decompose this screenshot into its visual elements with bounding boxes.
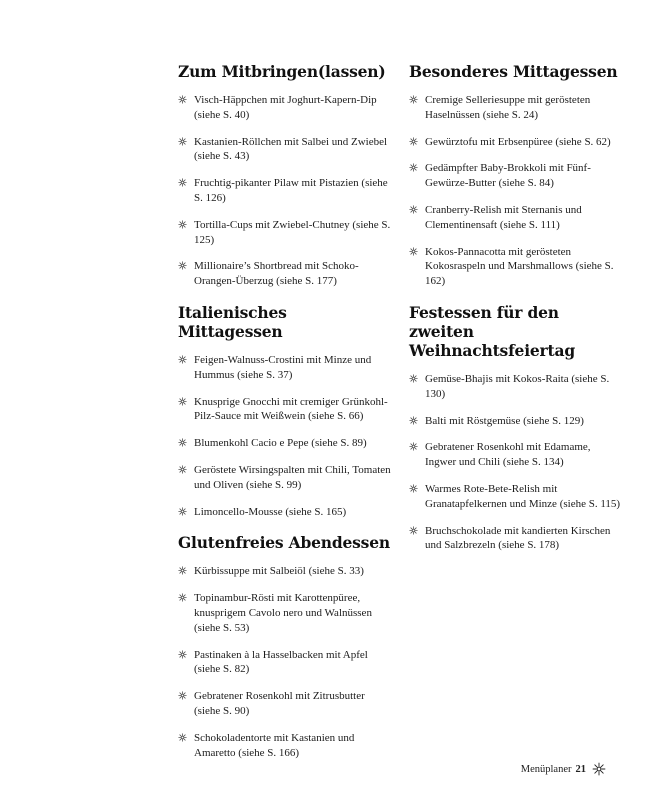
snowflake-bullet-icon <box>178 464 187 473</box>
snowflake-bullet-icon <box>178 136 187 145</box>
recipe-text: Topinambur-Rösti mit Karottenpüree, knusprigem Cavolo nero und Walnüssen (siehe S. 53) <box>194 592 372 634</box>
snowflake-bullet-icon <box>178 649 187 658</box>
section-besonderes-mittagessen <box>409 62 624 289</box>
recipe-text: Gewürztofu mit Erbsenpüree (siehe S. 62) <box>425 135 611 148</box>
recipe-text: Gebratener Rosenkohl mit Zitrusbutter (siehe S. 90) <box>194 690 365 717</box>
recipe-text: Cremige Selleriesuppe mit gerösteten Haselnüssen (siehe S. 24) <box>425 94 591 121</box>
recipe-item <box>178 648 393 678</box>
page-footer <box>521 762 606 776</box>
recipe-item <box>178 689 393 719</box>
snowflake-bullet-icon <box>409 483 418 492</box>
recipe-item <box>409 161 624 191</box>
recipe-list <box>178 93 393 289</box>
snowflake-bullet-icon <box>409 204 418 213</box>
recipe-text: Fruchtig-pikanter Pilaw mit Pistazien (siehe S. 126) <box>194 177 388 204</box>
snowflake-bullet-icon <box>178 260 187 269</box>
recipe-item <box>178 135 393 165</box>
recipe-list <box>178 564 393 760</box>
recipe-text: Balti mit Röstgemüse (siehe S. 129) <box>425 414 584 427</box>
recipe-text: Millionaire’s Shortbread mit Schoko-Orangen-Überzug (siehe S. 177) <box>194 260 359 288</box>
snowflake-bullet-icon <box>178 396 187 405</box>
snowflake-bullet-icon <box>409 415 418 424</box>
recipe-item <box>178 218 393 248</box>
recipe-list <box>409 372 624 553</box>
recipe-text: Gemüse-Bhajis mit Kokos-Raita (siehe S. 130) <box>425 372 610 400</box>
recipe-item <box>409 135 624 150</box>
recipe-item <box>178 395 393 425</box>
recipe-text: Schokoladentorte mit Kastanien und Amaretto (siehe S. 166) <box>194 731 355 759</box>
right-column <box>409 62 624 567</box>
recipe-item <box>178 93 393 123</box>
recipe-text: Limoncello-Mousse (siehe S. 165) <box>194 505 347 518</box>
recipe-text: Cranberry-Relish mit Sternanis und Clementinensaft (siehe S. 111) <box>425 203 582 231</box>
section-festessen-zweiter-weihnachtsfeiertag <box>409 303 624 553</box>
snowflake-bullet-icon <box>409 162 418 171</box>
recipe-item <box>178 731 393 761</box>
recipe-text: Gedämpfter Baby-Brokkoli mit Fünf-Gewürze-Butter (siehe S. 84) <box>425 162 591 190</box>
section-heading: Glutenfreies Abendessen <box>178 533 390 553</box>
snowflake-bullet-icon <box>409 136 418 145</box>
recipe-item <box>178 564 393 579</box>
snowflake-bullet-icon <box>178 690 187 699</box>
snowflake-bullet-icon <box>409 246 418 255</box>
recipe-text: Gebratener Rosenkohl mit Edamame, Ingwer und Chili (siehe S. 134) <box>425 441 591 469</box>
footer-label: Menüplaner <box>520 763 572 775</box>
snowflake-bullet-icon <box>178 437 187 446</box>
snowflake-bullet-icon <box>409 525 418 534</box>
recipe-text: Feigen-Walnuss-Crostini mit Minze und Hummus (siehe S. 37) <box>194 353 372 381</box>
recipe-item <box>409 440 624 470</box>
section-glutenfreies-abendessen <box>178 533 393 760</box>
recipe-text: Blumenkohl Cacio e Pepe (siehe S. 89) <box>194 437 367 450</box>
recipe-text: Warmes Rote-Bete-Relish mit Granatapfelkernen und Minze (siehe S. 115) <box>425 482 621 510</box>
recipe-text: Bruchschokolade mit kandierten Kirschen und Salzbrezeln (siehe S. 178) <box>425 524 611 552</box>
recipe-item <box>178 436 393 451</box>
recipe-item <box>178 353 393 383</box>
section-italienisches-mittagessen <box>178 303 393 519</box>
star-burst-icon <box>592 762 606 776</box>
snowflake-bullet-icon <box>178 354 187 363</box>
snowflake-bullet-icon <box>178 565 187 574</box>
snowflake-bullet-icon <box>178 732 187 741</box>
recipe-item <box>409 482 624 512</box>
snowflake-bullet-icon <box>178 592 187 601</box>
recipe-text: Pastinaken à la Hasselbacken mit Apfel (siehe S. 82) <box>194 648 368 676</box>
recipe-list <box>409 93 624 289</box>
recipe-item <box>178 591 393 635</box>
left-column <box>178 62 393 774</box>
recipe-item <box>409 372 624 402</box>
recipe-item <box>178 505 393 520</box>
section-heading: Zum Mitbringen(lassen) <box>178 62 386 81</box>
snowflake-bullet-icon <box>178 94 187 103</box>
recipe-text: Visch-Häppchen mit Joghurt-Kapern-Dip (siehe S. 40) <box>194 94 377 121</box>
recipe-item <box>409 203 624 233</box>
snowflake-bullet-icon <box>409 373 418 382</box>
snowflake-bullet-icon <box>178 219 187 228</box>
recipe-text: Kokos-Pannacotta mit gerösteten Kokosraspeln und Marshmallows (siehe S. 162) <box>425 245 614 288</box>
recipe-item <box>409 414 624 429</box>
recipe-item <box>409 524 624 554</box>
recipe-text: Kastanien-Röllchen mit Salbei und Zwiebel (siehe S. 43) <box>194 135 388 163</box>
recipe-item <box>409 245 624 289</box>
section-heading: Besonderes Mittagessen <box>409 62 618 81</box>
snowflake-bullet-icon <box>409 94 418 103</box>
recipe-text: Geröstete Wirsingspalten mit Chili, Tomaten und Oliven (siehe S. 99) <box>194 463 391 491</box>
snowflake-bullet-icon <box>409 441 418 450</box>
recipe-item <box>178 463 393 493</box>
recipe-text: Tortilla-Cups mit Zwiebel-Chutney (siehe S. 125) <box>194 218 391 246</box>
snowflake-bullet-icon <box>178 506 187 515</box>
recipe-item <box>178 259 393 289</box>
section-zum-mitbringen <box>178 62 393 289</box>
recipe-text: Kürbissuppe mit Salbeiöl (siehe S. 33) <box>194 565 364 578</box>
page-number: 21 <box>575 763 586 775</box>
section-heading: Italienisches Mittagessen <box>178 302 287 341</box>
recipe-list <box>178 353 393 519</box>
recipe-item <box>409 93 624 123</box>
section-heading: Festessen für den zweiten Weihnachtsfeiertag <box>409 302 575 360</box>
recipe-text: Knusprige Gnocchi mit cremiger Grünkohl-Pilz-Sauce mit Weißwein (siehe S. 66) <box>194 395 388 423</box>
recipe-item <box>178 176 393 206</box>
snowflake-bullet-icon <box>178 177 187 186</box>
